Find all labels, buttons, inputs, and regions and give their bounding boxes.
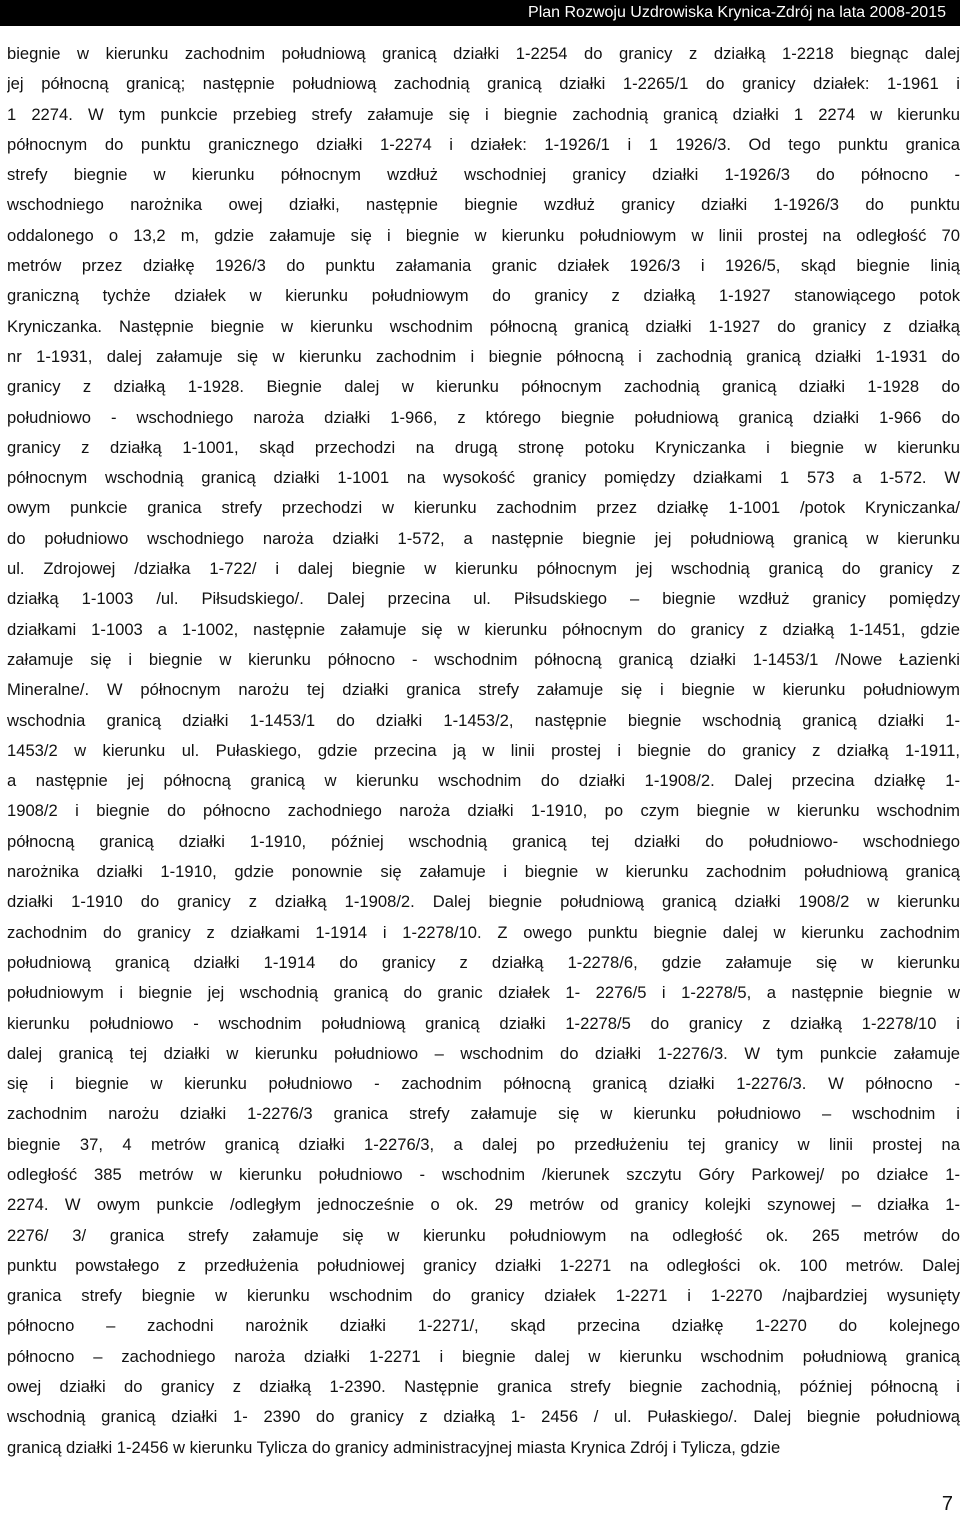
text-line: ul. Zdrojowej /działka 1-722/ i dalej biegnie w kierunku północnym jej wschodnią granicą do granicy z (7, 559, 960, 579)
text-line: metrów przez działkę 1926/3 do punktu załamania granic działek 1926/3 i 1926/5, skąd biegnie linią (7, 256, 960, 276)
text-line: północną granicą działki 1-1910, później wschodnią granicą tej działki do południowo- wschodniego (7, 831, 960, 851)
text-line: nr 1-1931, dalej załamuje się w kierunku zachodnim i biegnie północną i zachodnią granicą działki 1-1931 do (7, 346, 960, 366)
text-line: biegnie w kierunku zachodnim południową granicą działki 1-2254 do granicy z działką 1-2218 biegnąc dalej (7, 44, 960, 63)
text-line: działką 1-1003 /ul. Piłsudskiego/. Dalej przecina ul. Piłsudskiego – biegnie wzdłuż granicy pomiędzy (7, 589, 960, 609)
text-line: oddalonego o 13,2 m, gdzie załamuje się i biegnie w kierunku południowym w linii prostej na odległość 70 (7, 225, 960, 245)
text-line: 1453/2 w kierunku ul. Pułaskiego, gdzie przecina ją w linii prostej i biegnie do granicy z działką 1-1911, (7, 740, 960, 760)
text-line: zachodnim narożu działki 1-2276/3 granica strefy załamuje się w kierunku południowo – wschodnim i (7, 1104, 960, 1124)
text-line: do południowo wschodniego naroża działki 1-572, a następnie biegnie jej południową granicą w kierunku (7, 528, 960, 548)
text-line: odległość 385 metrów w kierunku południowo - wschodnim /kierunek szczytu Góry Parkowej/ po działce 1- (7, 1164, 960, 1184)
text-line: a następnie jej północną granicą w kierunku wschodnim do działki 1-1908/2. Dalej przecina działkę 1- (7, 771, 960, 791)
text-line: biegnie 37, 4 metrów granicą działki 1-2276/3, a dalej po przedłużeniu tej granicy w linii prostej na (7, 1134, 960, 1154)
page-header (0, 0, 960, 26)
text-line: północnym do punktu granicznego działki 1-2274 i działek: 1-1926/1 i 1 1926/3. Od tego punktu granica (7, 134, 960, 154)
text-line: Mineralne/. W północnym narożu tej działki granica strefy załamuje się i biegnie w kierunku południowym (7, 680, 960, 700)
document-title: Plan Rozwoju Uzdrowiska Krynica-Zdrój na lata 2008-2015 (528, 4, 946, 21)
text-line: kierunku południowo - wschodnim południową granicą działki 1-2278/5 do granicy z działką 1-2278/10 i (7, 1013, 960, 1033)
text-line: wschodnią granicą działki 1- 2390 do granicy z działką 1- 2456 / ul. Pułaskiego/. Dalej biegnie południową (7, 1407, 960, 1427)
text-line: owej działki do granicy z działką 1-2390. Następnie granica strefy biegnie zachodnią, później północną i (7, 1377, 960, 1397)
text-line: granicy z działką 1-1928. Biegnie dalej w kierunku północnym zachodnią granicą działki 1-1928 do (7, 377, 960, 397)
body-text (7, 39, 960, 1463)
text-line: 2276/ 3/ granica strefy załamuje się w kierunku południowym na odległość ok. 265 metrów do (7, 1225, 960, 1245)
text-line: wschodniego narożnika owej działki, następnie biegnie wzdłuż granicy działki 1-1926/3 do punktu (7, 195, 960, 215)
text-line: granicą działki 1-2456 w kierunku Tylicza do granicy administracyjnej miasta Krynica Zdrój i Tylicza, gdzie (7, 1437, 781, 1457)
text-line: północno – zachodniego naroża działki 1-2271 i biegnie dalej w kierunku wschodnim południową granicą (7, 1346, 960, 1366)
text-line: graniczną tychże działek w kierunku południowym do granicy z działką 1-1927 stanowiącego potok (7, 286, 960, 306)
text-line: działkami 1-1003 a 1-1002, następnie załamuje się w kierunku północnym do granicy z działką 1-1451, gdzie (7, 619, 960, 639)
text-line: 2274. W owym punkcie /odległym jednocześnie o ok. 29 metrów od granicy kolejki szynowej – działka 1- (7, 1195, 960, 1215)
text-line: południowo - wschodniego naroża działki 1-966, z którego biegnie południową granicą działki 1-966 do (7, 407, 960, 427)
text-line: 1908/2 i biegnie do północno zachodniego naroża działki 1-1910, po czym biegnie w kierunku wschodnim (7, 801, 960, 821)
text-line: się i biegnie w kierunku południowo - zachodnim północną granicą działki 1-2276/3. W północno - (7, 1074, 960, 1094)
text-line: wschodnia granicą działki 1-1453/1 do działki 1-1453/2, następnie biegnie wschodnią granicą działki 1- (7, 710, 960, 730)
text-line: 1 2274. W tym punkcie przebieg strefy załamuje się i biegnie zachodnią granicą działki 1 2274 w kierunku (7, 104, 960, 124)
text-line: Kryniczanka. Następnie biegnie w kierunku wschodnim północną granicą działki 1-1927 do granicy z działką (7, 316, 960, 336)
text-line: narożnika działki 1-1910, gdzie ponownie się załamuje i biegnie w kierunku zachodnim południową granicą (7, 862, 960, 882)
page-number: 7 (941, 1493, 953, 1515)
text-line: granicy z działką 1-1001, skąd przechodzi na drugą stronę potoku Kryniczanka i biegnie w kierunku (7, 437, 960, 457)
text-line: działki 1-1910 do granicy z działką 1-1908/2. Dalej biegnie południową granicą działki 1908/2 w kierunku (7, 892, 960, 912)
text-line: jej północną granicą; następnie południową zachodnią granicą działki 1-2265/1 do granicy działek: 1-1961 i (7, 74, 960, 94)
text-line: południowym i biegnie jej wschodnią granicą do granic działek 1- 2276/5 i 1-2278/5, a następnie biegnie w (7, 983, 960, 1003)
text-line: południową granicą działki 1-1914 do granicy z działką 1-2278/6, gdzie załamuje się w kierunku (7, 952, 960, 972)
text-line: zachodnim do granicy z działkami 1-1914 i 1-2278/10. Z owego punktu biegnie dalej w kierunku zachodnim (7, 922, 960, 942)
text-line: owym punkcie granica strefy przechodzi w kierunku zachodnim przez działkę 1-1001 /potok Kryniczanka/ (7, 498, 960, 518)
text-line: północnym wschodnią granicą działki 1-1001 na wysokość granicy pomiędzy działkami 1 573 a 1-572. W (7, 468, 960, 488)
text-line: załamuje się i biegnie w kierunku północno - wschodnim północną granicą działki 1-1453/1 /Nowe Łazienki (7, 649, 960, 669)
text-line: granica strefy biegnie w kierunku wschodnim do granicy działek 1-2271 i 1-2270 /najbardziej wysunięty (7, 1286, 960, 1306)
text-line: dalej granicą tej działki w kierunku południowo – wschodnim do działki 1-2276/3. W tym punkcie załamuje (7, 1043, 960, 1063)
text-line: północno – zachodni narożnik działki 1-2271/, skąd przecina działkę 1-2270 do kolejnego (7, 1316, 960, 1336)
text-line: strefy biegnie w kierunku północnym wzdłuż wschodniej granicy działki 1-1926/3 do północno - (7, 165, 960, 185)
text-line: punktu powstałego z przedłużenia południowej granicy działki 1-2271 na odległości ok. 100 metrów. Dalej (7, 1255, 960, 1275)
